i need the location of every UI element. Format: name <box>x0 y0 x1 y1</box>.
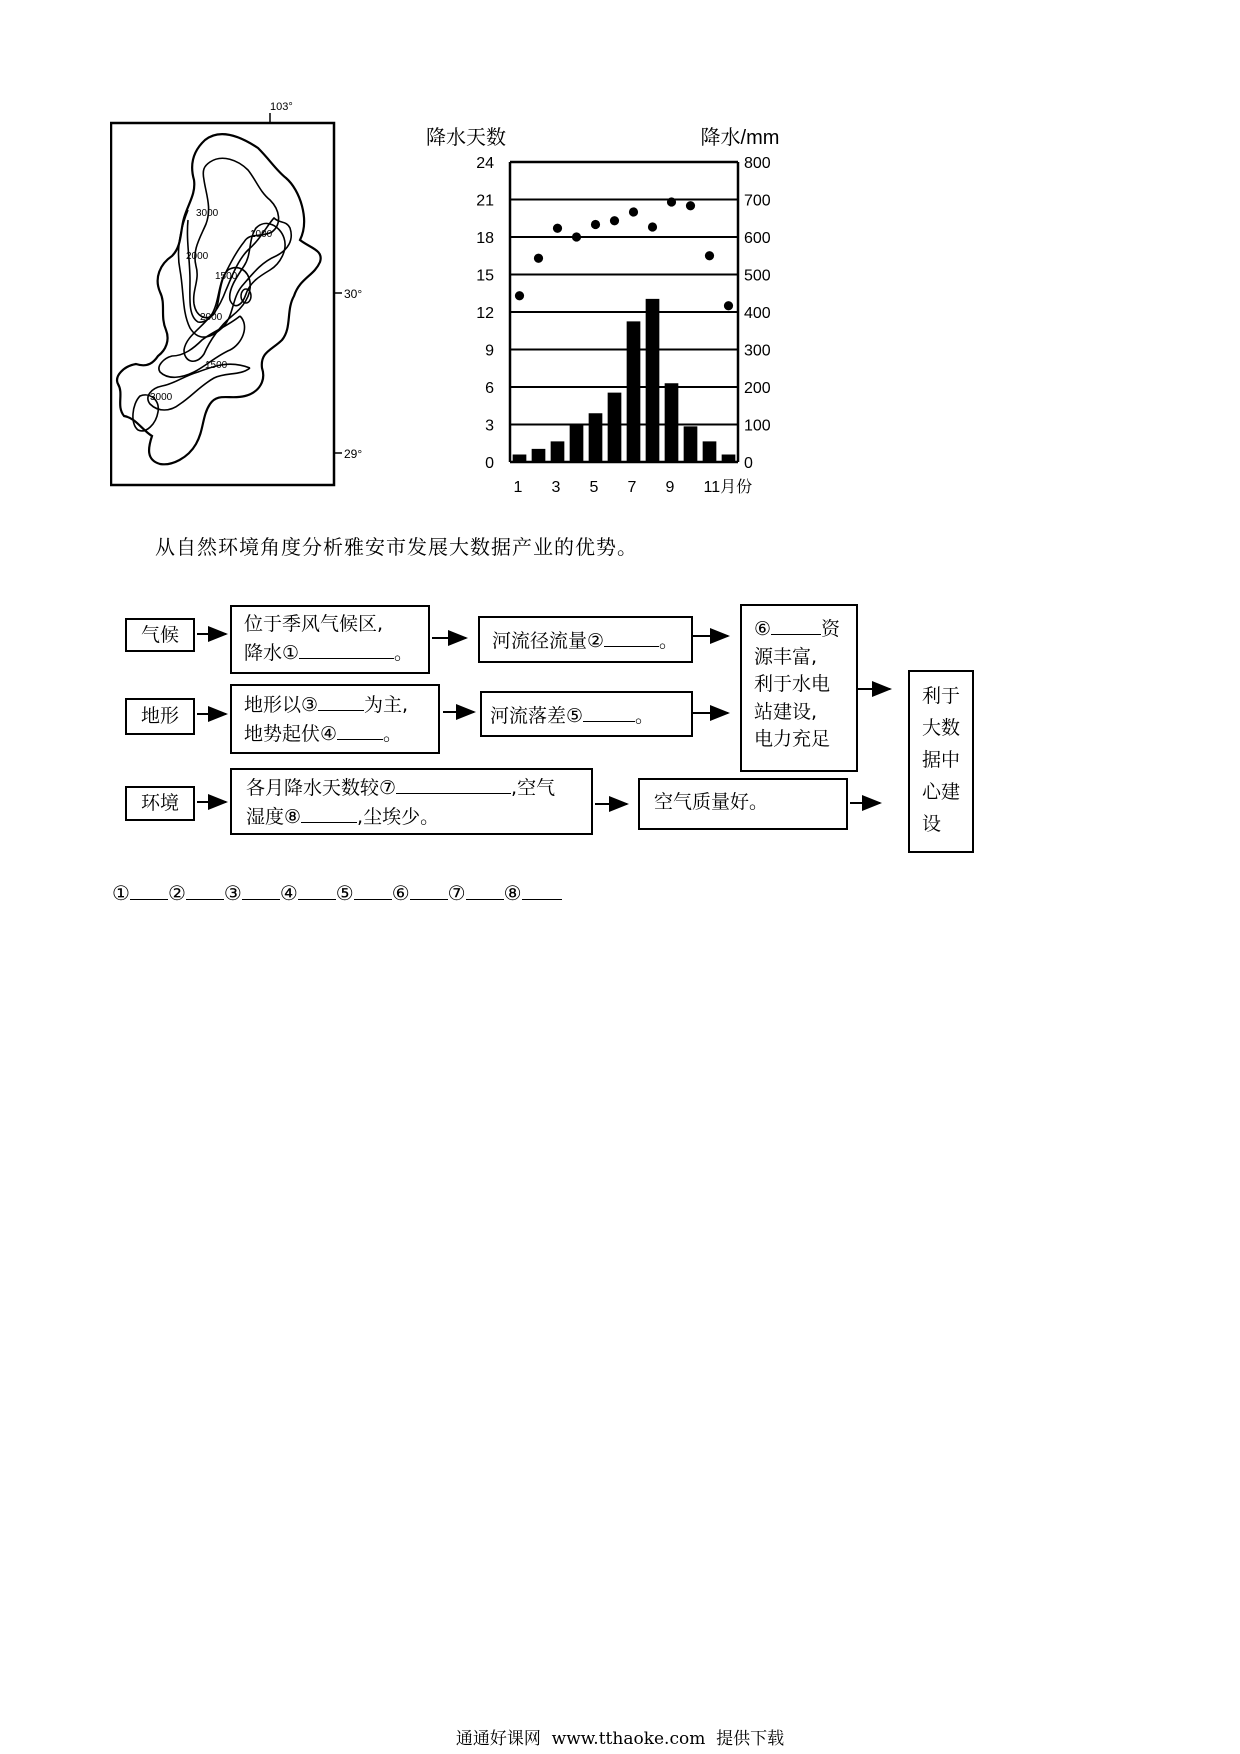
blank-4[interactable] <box>337 719 383 740</box>
answer-marker-2: ② <box>167 881 186 905</box>
hydro-line3: 利于水电 <box>754 673 831 695</box>
blank-8[interactable] <box>301 802 357 823</box>
answer-marker-1: ① <box>112 881 130 905</box>
x-tick-label: 3 <box>551 479 561 496</box>
label-terrain <box>125 698 195 735</box>
contour-label-3000: 3000 <box>196 208 219 219</box>
answer-marker-4: ④ <box>279 881 298 905</box>
right-tick-label: 400 <box>744 305 771 322</box>
blank-1[interactable] <box>299 638 394 659</box>
terrain-line2: 地势起伏④ <box>244 723 338 745</box>
env-line1b: ,空气 <box>511 777 556 799</box>
left-tick-label: 15 <box>476 267 494 285</box>
answer-blank-5[interactable] <box>354 879 392 900</box>
hydro-line5: 电力充足 <box>754 728 831 750</box>
blank-3[interactable] <box>318 690 364 711</box>
right-tick-label: 200 <box>744 380 771 397</box>
runoff-text: 河流径流量② <box>492 630 605 652</box>
right-tick-label: 300 <box>744 342 771 360</box>
contour-label-2000-b: 2000 <box>200 312 223 323</box>
latitude-29-label: 29° <box>344 447 363 461</box>
question-text: 从自然环境角度分析雅安市发展大数据产业的优势。 <box>155 535 638 559</box>
label-climate <box>125 618 195 652</box>
blank-2[interactable] <box>604 626 659 647</box>
x-tick-label: 1 <box>513 479 523 496</box>
period-2: 。 <box>659 630 679 652</box>
contour-label-2000: 2000 <box>186 251 209 262</box>
blank-6[interactable] <box>771 614 821 635</box>
period-4: 。 <box>383 723 403 745</box>
drop-text: 河流落差⑤ <box>490 705 584 727</box>
blank-5[interactable] <box>583 701 635 722</box>
right-tick-label: 600 <box>744 230 771 247</box>
hydropower-box <box>740 604 858 772</box>
climate-line2: 降水① <box>244 642 300 664</box>
conclusion-line2: 大数 <box>922 717 961 739</box>
answer-blank-8[interactable] <box>522 879 562 900</box>
label-terrain-text: 地形 <box>140 705 179 727</box>
blank-7[interactable] <box>396 773 511 794</box>
right-tick-label: 500 <box>744 267 771 285</box>
left-axis-title: 降水天数 <box>426 127 506 149</box>
answer-marker-5: ⑤ <box>335 881 354 905</box>
right-tick-label: 800 <box>744 155 771 172</box>
right-tick-label: 100 <box>744 417 771 435</box>
period-5: 。 <box>635 705 655 727</box>
drop-box <box>480 691 693 737</box>
terrain-line1b: 为主, <box>364 694 409 716</box>
answer-marker-8: ⑧ <box>503 881 522 905</box>
footer: 通通好课网 www.tthaoke.com 提供下载 <box>455 1729 785 1749</box>
contour-label-1500: 1500 <box>215 271 238 282</box>
conclusion-line1: 利于 <box>922 685 961 707</box>
longitude-label: 103° <box>270 101 293 113</box>
hydro-line2: 源丰富, <box>754 645 818 668</box>
contour-label-3000-b: 3000 <box>150 392 173 403</box>
answer-blank-2[interactable] <box>186 879 224 900</box>
conclusion-line3: 据中 <box>922 749 961 771</box>
answer-blank-6[interactable] <box>410 879 448 900</box>
answer-blank-1[interactable] <box>130 879 168 900</box>
hydro-line4: 站建设, <box>754 700 818 723</box>
period-1: 。 <box>394 642 414 664</box>
left-tick-label: 6 <box>485 380 494 397</box>
runoff-box <box>478 616 693 663</box>
x-tick-label: 5 <box>589 479 599 496</box>
left-tick-label: 3 <box>485 417 494 435</box>
conclusion-line5: 设 <box>922 813 942 835</box>
conclusion-line4: 心建 <box>922 781 961 803</box>
x-tick-label: 11月份 <box>703 479 753 496</box>
left-tick-label: 18 <box>476 230 494 247</box>
answer-blank-7[interactable] <box>466 879 504 900</box>
latitude-30-label: 30° <box>344 287 363 301</box>
env-line2a: 湿度⑧ <box>246 806 302 828</box>
air-quality-text: 空气质量好。 <box>654 791 769 813</box>
hydro-line1a: ⑥ <box>754 618 772 640</box>
left-tick-label: 0 <box>485 455 494 472</box>
x-tick-label: 7 <box>627 479 637 496</box>
contour-label-1500-b: 1500 <box>205 360 228 371</box>
conclusion-box <box>908 670 974 853</box>
left-tick-label: 21 <box>476 192 494 210</box>
terrain-box <box>230 684 440 754</box>
terrain-line1a: 地形以③ <box>244 694 319 716</box>
left-tick-label: 9 <box>485 342 494 360</box>
x-tick-label: 9 <box>665 479 675 496</box>
right-tick-label: 0 <box>744 455 753 472</box>
answer-marker-3: ③ <box>223 881 242 905</box>
contour-label-1000: 1000 <box>250 229 273 240</box>
env-line1a: 各月降水天数较⑦ <box>246 777 397 799</box>
left-tick-label: 24 <box>476 155 494 172</box>
climate-box <box>230 605 430 674</box>
environment-box <box>230 768 593 835</box>
right-axis-title: 降水/mm <box>700 127 780 149</box>
env-line2b: ,尘埃少。 <box>357 806 440 828</box>
answer-line <box>112 879 562 907</box>
right-tick-label: 700 <box>744 192 771 210</box>
air-quality-box <box>638 778 848 830</box>
label-climate-text: 气候 <box>140 624 179 646</box>
answer-blank-4[interactable] <box>298 879 336 900</box>
label-environment <box>125 786 195 821</box>
answer-marker-6: ⑥ <box>391 881 410 905</box>
label-environment-text: 环境 <box>140 792 179 814</box>
left-tick-label: 12 <box>476 305 494 322</box>
answer-marker-7: ⑦ <box>447 881 466 905</box>
climate-line1: 位于季风气候区, <box>244 613 384 635</box>
hydro-line1b: 资 <box>821 618 841 640</box>
answer-blank-3[interactable] <box>242 879 280 900</box>
